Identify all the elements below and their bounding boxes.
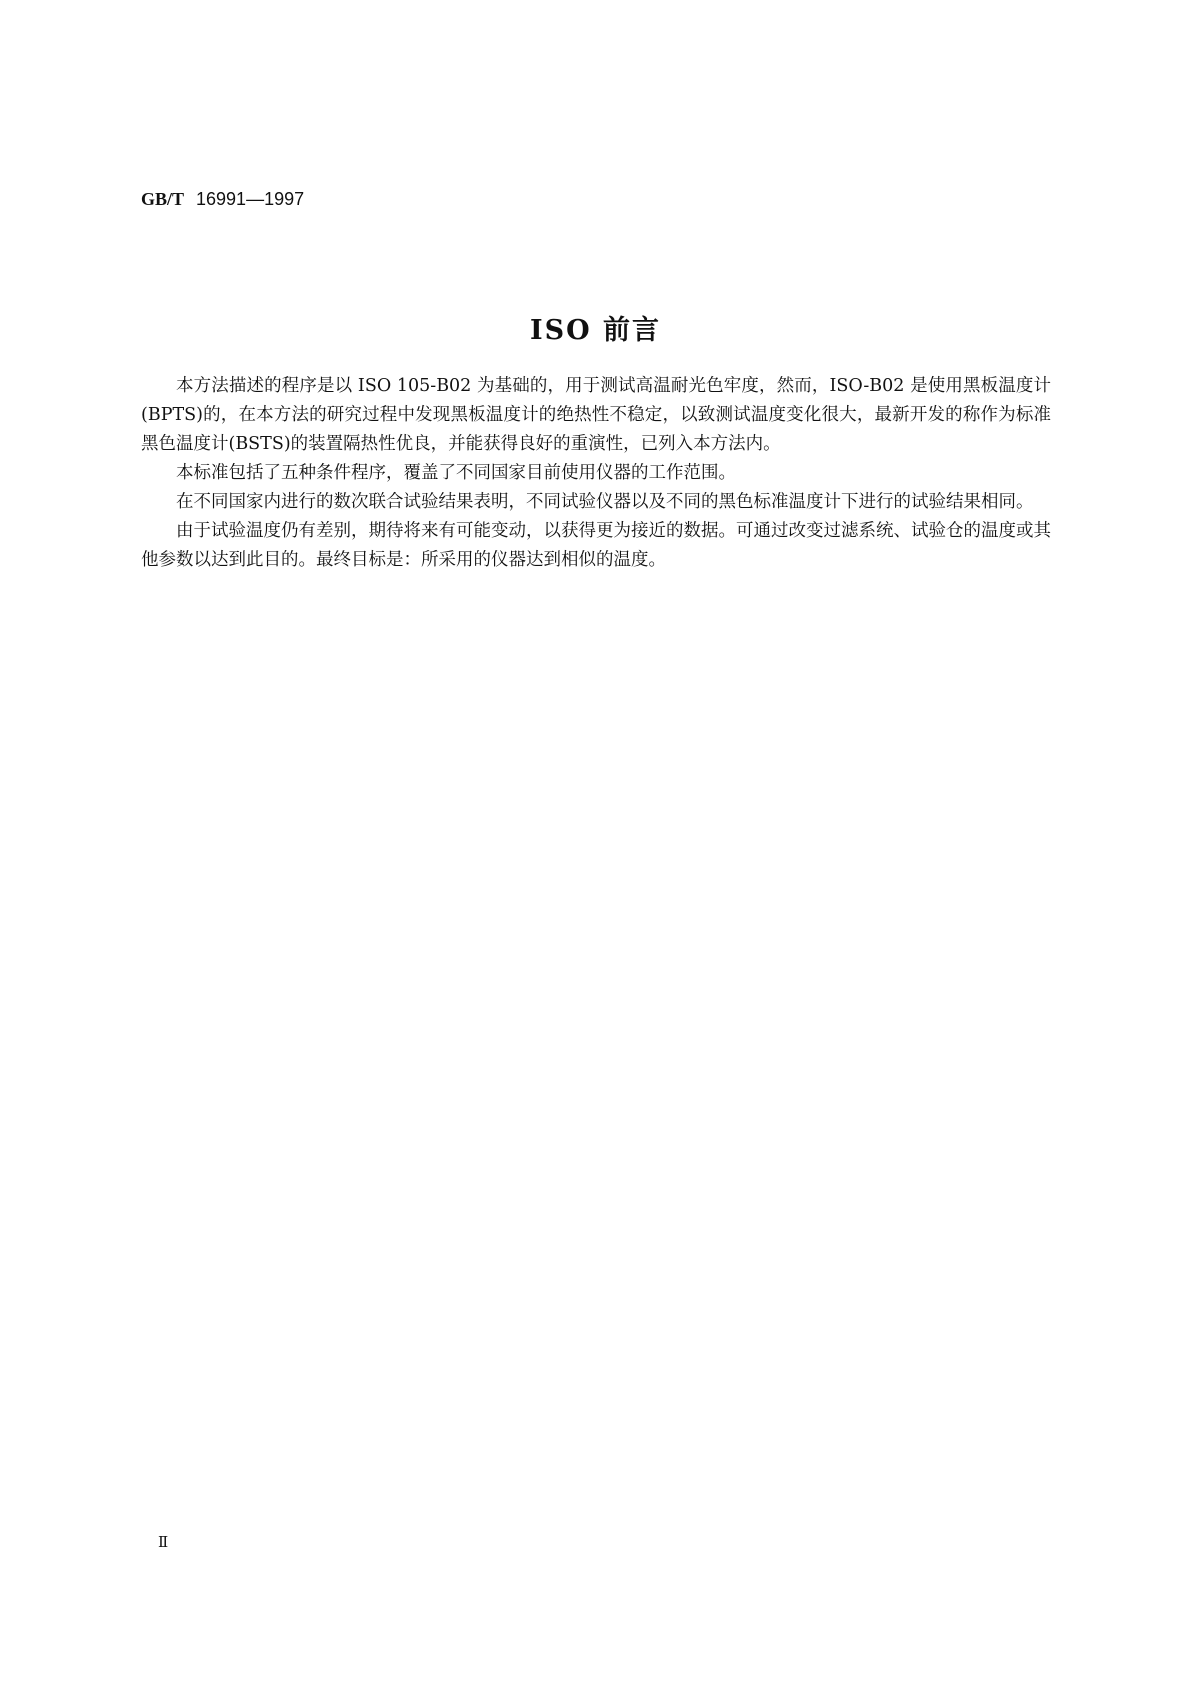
standard-prefix: GB/T [141, 189, 185, 209]
paragraph-4: 由于试验温度仍有差别，期待将来有可能变动，以获得更为接近的数据。可通过改变过滤系统、试验仓的温度或其他参数以达到此目的。最终目标是：所采用的仪器达到相似的温度。 [141, 521, 1051, 570]
paragraph-1: 本方法描述的程序是以 ISO 105-B02 为基础的，用于测试高温耐光色牢度，然而，ISO-B02 是使用黑板温度计(BPTS)的，在本方法的研究过程中发现黑板温度计的绝热性不稳定，以致测试温度变化很大，最新开发的称作为标准黑色温度计(BSTS)的装置隔热性优良，并能获得良好的重演性，已列入本方法内。 [141, 376, 1051, 454]
paragraph-3: 在不同国家内进行的数次联合试验结果表明，不同试验仪器以及不同的黑色标准温度计下进行的试验结果相同。 [176, 492, 1034, 512]
foreword-body [141, 372, 1051, 575]
standard-number: 16991—1997 [196, 189, 305, 209]
page-number: Ⅱ [158, 1535, 169, 1551]
page-title: ISO 前言 [529, 315, 662, 346]
standard-code-header [141, 189, 304, 210]
paragraph-2: 本标准包括了五种条件程序，覆盖了不同国家目前使用仪器的工作范围。 [176, 463, 736, 483]
